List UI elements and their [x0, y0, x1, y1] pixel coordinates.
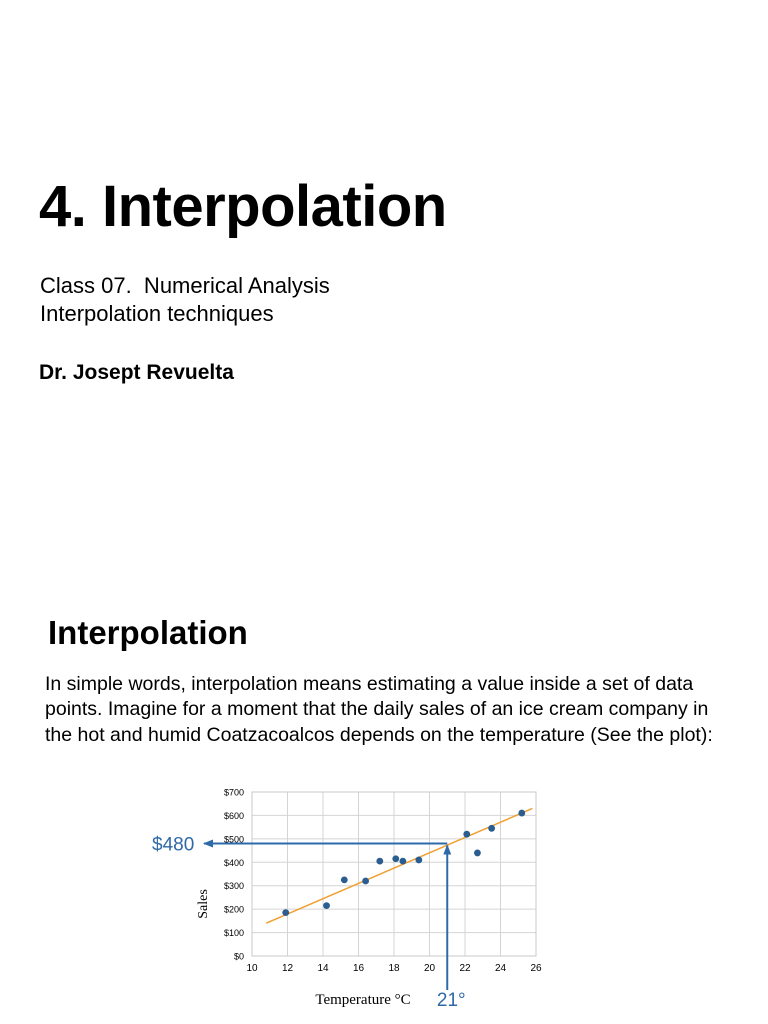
data-point [415, 857, 422, 864]
x-tick-label: 10 [246, 963, 258, 974]
annotation-y-label: $480 [152, 834, 195, 856]
data-point [474, 850, 481, 857]
subtitle-course: Class 07. Numerical Analysis [40, 273, 330, 298]
data-point [282, 909, 289, 916]
x-tick-label: 18 [388, 963, 400, 974]
sales-temperature-chart [148, 784, 568, 1012]
content-slide [0, 512, 768, 1024]
author-name: Dr. Josept Revuelta [39, 361, 234, 384]
section-title: Interpolation [48, 614, 248, 651]
data-point [376, 858, 383, 865]
x-tick-label: 26 [530, 963, 542, 974]
x-tick-label: 22 [459, 963, 471, 974]
data-point [518, 810, 525, 817]
y-axis-label: Sales [196, 889, 211, 919]
y-tick-label: $400 [223, 857, 244, 868]
data-point [341, 876, 348, 883]
x-axis-label: Temperature °C [315, 992, 411, 1008]
x-tick-label: 16 [352, 963, 365, 974]
chart-axes [196, 788, 542, 1009]
subtitle-topic: Interpolation techniques [40, 301, 274, 326]
annotation-x-label: 21° [436, 990, 466, 1011]
data-point [362, 878, 369, 885]
y-tick-label: $500 [223, 834, 244, 845]
data-point [392, 855, 399, 862]
data-point [399, 858, 406, 865]
y-tick-label: $100 [223, 928, 244, 939]
y-tick-label: $600 [223, 810, 244, 821]
y-tick-label: $700 [223, 787, 244, 798]
chart-grid [252, 792, 536, 956]
x-tick-label: 14 [317, 963, 329, 974]
x-tick-label: 24 [494, 963, 507, 974]
y-tick-label: $200 [223, 904, 244, 915]
y-tick-label: $300 [223, 881, 244, 892]
y-tick-label: $0 [233, 951, 244, 962]
data-point [488, 825, 495, 832]
data-point [463, 831, 470, 838]
x-tick-label: 12 [281, 963, 294, 974]
data-point [323, 902, 330, 909]
x-tick-label: 20 [423, 963, 436, 974]
chart-svg [148, 784, 568, 1012]
body-paragraph: In simple words, interpolation means estimating a value inside a set of data points. Imagine for a moment that the daily sales of an ice cream company in the hot and humid Coatzacoalcos depends on the temperature (See the plot): [45, 673, 713, 746]
main-title: 4. Interpolation [39, 174, 447, 239]
